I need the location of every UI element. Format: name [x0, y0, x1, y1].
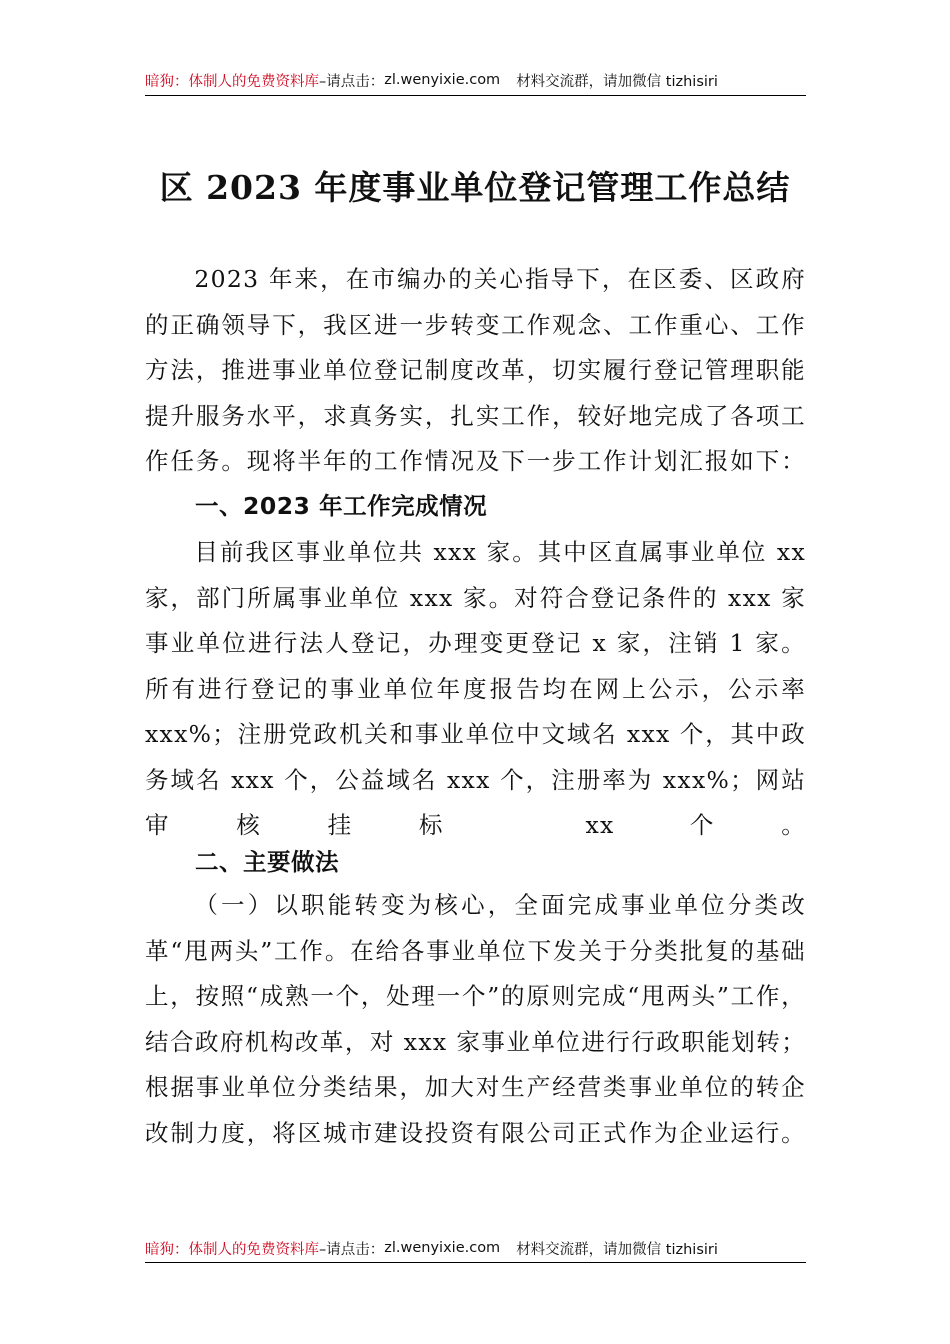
section1-paragraph: 目前我区事业单位共 xxx 家。其中区直属事业单位 xx 家，部门所属事业单位 xxx 家。对符合登记条件的 xxx 家事业单位进行法人登记，办理变更登记 x 家，注销 1 家。所有进行登记的事业单位年度报告均在网上公示，公示率 xxx%；注册党政机关和事业单位中文域名 xxx 个，其中政务域名 xxx 个，公益域名 xxx 个，注册率为 xxx%；网站审核挂标 xx 个。: [145, 538, 806, 839]
header-brand: 暗狗：体制人的免费资料库: [145, 73, 319, 90]
document-title: 区 2023 年度事业单位登记管理工作总结: [159, 168, 791, 207]
header-url-link[interactable]: zl.wenyixie.com: [384, 72, 501, 88]
header-banner: [145, 66, 806, 94]
section2-paragraph: （一）以职能转变为核心，全面完成事业单位分类改革“甩两头”工作。在给各事业单位下发关于分类批复的基础上，按照“成熟一个，处理一个”的原则完成“甩两头”工作，结合政府机构改革，对 xxx 家事业单位进行行政职能划转；根据事业单位分类结果，加大对生产经营类事业单位的转企改制力度，将区城市建设投资有限公司正式作为企业运行。: [145, 891, 806, 1147]
footer-brand: 暗狗：体制人的免费资料库: [145, 1241, 319, 1258]
header-divider: [145, 95, 806, 96]
intro-paragraph: 2023 年来，在市编办的关心指导下，在区委、区政府的正确领导下，我区进一步转变工作观念、工作重心、工作方法，推进事业单位登记制度改革，切实履行登记管理职能提升服务水平，求真务实，扎实工作，较好地完成了各项工作任务。现将半年的工作情况及下一步工作计划汇报如下：: [145, 265, 806, 475]
header-link-prefix: –请点击：: [319, 73, 385, 90]
header-group-text: 材料交流群，请加微信 tizhisiri: [516, 73, 718, 90]
footer-group-text: 材料交流群，请加微信 tizhisiri: [516, 1241, 718, 1258]
footer-link-prefix: –请点击：: [319, 1241, 385, 1258]
footer-banner: [145, 1234, 806, 1262]
footer-divider: [145, 1262, 806, 1263]
footer-url-link[interactable]: zl.wenyixie.com: [384, 1240, 501, 1256]
section2-heading: 二、主要做法: [195, 848, 339, 876]
section1-heading: 一、2023 年工作完成情况: [195, 492, 488, 520]
